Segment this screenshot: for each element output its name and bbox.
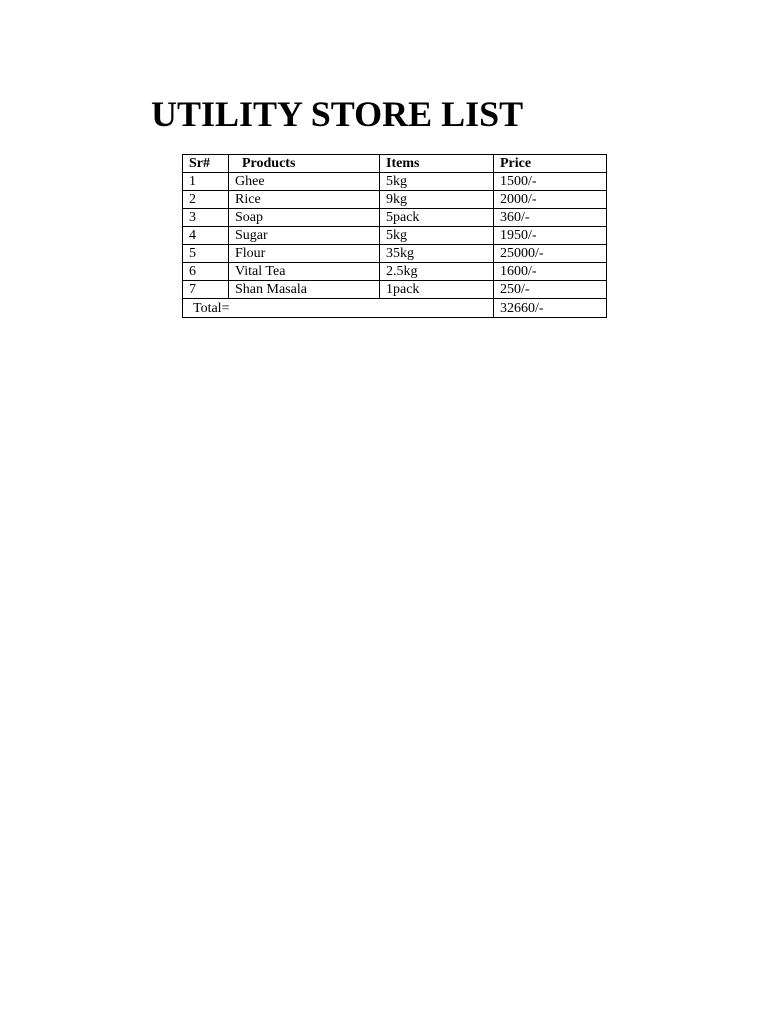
table-row: [183, 281, 607, 299]
cell-sr: 4: [183, 227, 229, 245]
cell-product: Vital Tea: [229, 263, 380, 281]
cell-product: Sugar: [229, 227, 380, 245]
header-price: Price: [494, 155, 607, 173]
cell-price: 250/-: [494, 281, 607, 299]
cell-price: 1600/-: [494, 263, 607, 281]
cell-sr: 2: [183, 191, 229, 209]
table-row: [183, 263, 607, 281]
table-row: [183, 227, 607, 245]
table-row: [183, 209, 607, 227]
cell-sr: 5: [183, 245, 229, 263]
header-items: Items: [380, 155, 494, 173]
cell-sr: 6: [183, 263, 229, 281]
cell-items: 5kg: [380, 173, 494, 191]
cell-sr: 7: [183, 281, 229, 299]
cell-sr: 1: [183, 173, 229, 191]
cell-product: Flour: [229, 245, 380, 263]
store-list-table: [182, 154, 607, 318]
cell-price: 1500/-: [494, 173, 607, 191]
total-label: Total=: [183, 299, 494, 318]
cell-items: 35kg: [380, 245, 494, 263]
header-products: Products: [229, 155, 380, 173]
header-sr: Sr#: [183, 155, 229, 173]
cell-product: Shan Masala: [229, 281, 380, 299]
cell-product: Ghee: [229, 173, 380, 191]
cell-price: 25000/-: [494, 245, 607, 263]
cell-items: 5kg: [380, 227, 494, 245]
cell-sr: 3: [183, 209, 229, 227]
cell-price: 1950/-: [494, 227, 607, 245]
table-header-row: [183, 155, 607, 173]
page-title: UTILITY STORE LIST: [151, 94, 524, 134]
cell-items: 2.5kg: [380, 263, 494, 281]
total-value: 32660/-: [494, 299, 607, 318]
cell-price: 360/-: [494, 209, 607, 227]
total-row: [183, 299, 607, 318]
cell-product: Rice: [229, 191, 380, 209]
cell-items: 1pack: [380, 281, 494, 299]
table-row: [183, 245, 607, 263]
cell-price: 2000/-: [494, 191, 607, 209]
cell-items: 5pack: [380, 209, 494, 227]
cell-product: Soap: [229, 209, 380, 227]
table-row: [183, 191, 607, 209]
table-row: [183, 173, 607, 191]
cell-items: 9kg: [380, 191, 494, 209]
